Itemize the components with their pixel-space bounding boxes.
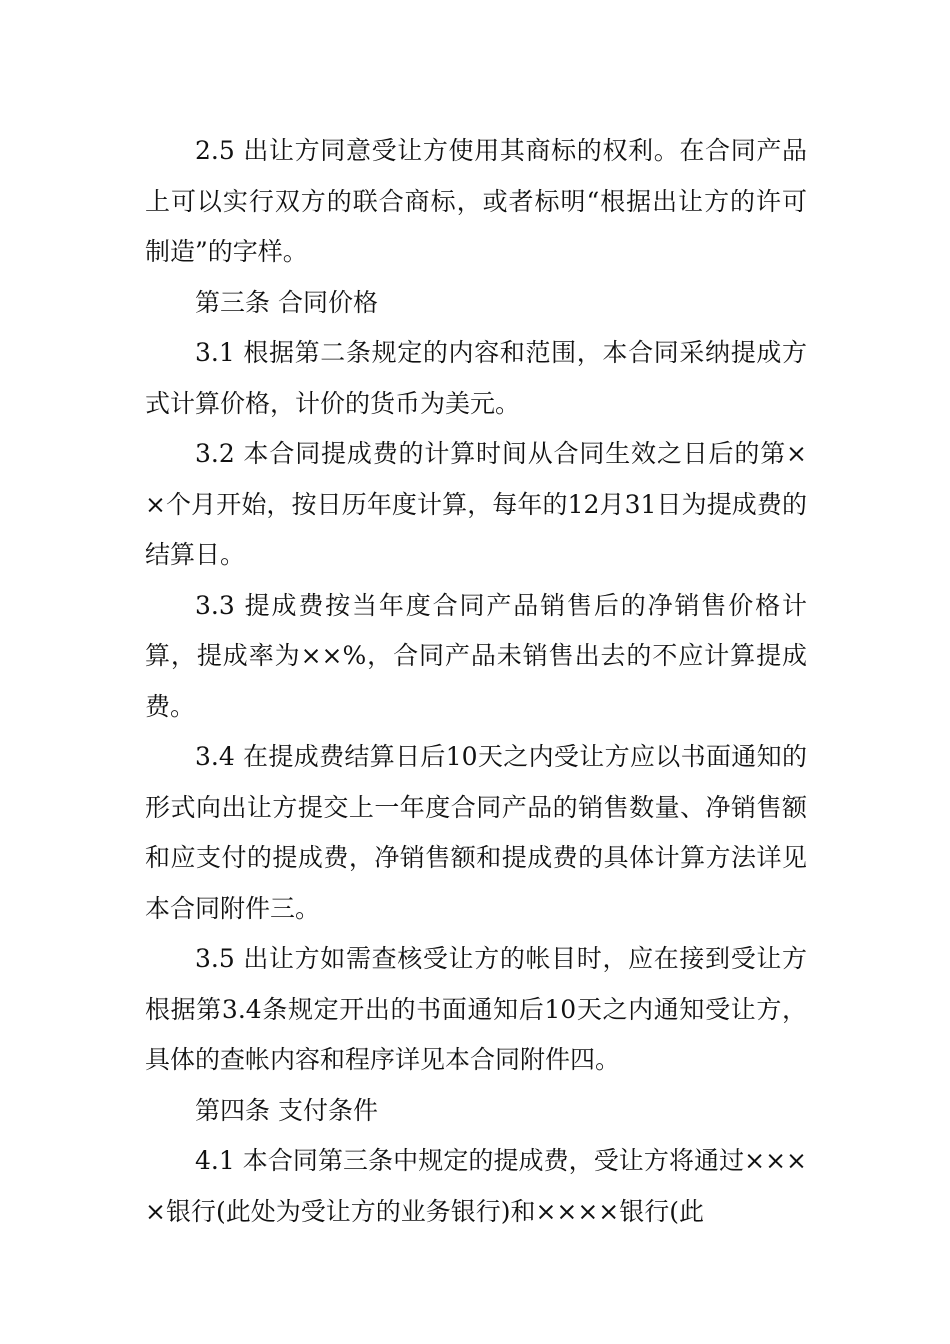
article-3-heading: 第三条 合同价格	[195, 287, 378, 317]
clause-4-1: 4.1 本合同第三条中规定的提成费，受让方将通过××××银行(此处为受让方的业务银行)和××××银行(此	[145, 1146, 807, 1226]
clause-3-4: 3.4 在提成费结算日后10天之内受让方应以书面通知的形式向出让方提交上一年度合同产品的销售数量、净销售额和应支付的提成费，净销售额和提成费的具体计算方法详见本合同附件三。	[145, 742, 807, 923]
clause-3-1: 3.1 根据第二条规定的内容和范围，本合同采纳提成方式计算价格，计价的货币为美元。	[145, 338, 807, 418]
clause-3-5: 3.5 出让方如需查核受让方的帐目时，应在接到受让方根据第3.4条规定开出的书面通知后10天之内通知受让方，具体的查帐内容和程序详见本合同附件四。	[145, 944, 807, 1074]
clause-3-3: 3.3 提成费按当年度合同产品销售后的净销售价格计算，提成率为××%，合同产品未销售出去的不应计算提成费。	[145, 590, 807, 721]
document-body	[145, 126, 807, 1237]
clause-3-2: 3.2 本合同提成费的计算时间从合同生效之日后的第××个月开始，按日历年度计算，每年的12月31日为提成费的结算日。	[145, 439, 807, 569]
article-4-heading: 第四条 支付条件	[195, 1095, 378, 1125]
clause-2-5: 2.5 出让方同意受让方使用其商标的权利。在合同产品上可以实行双方的联合商标，或者标明“根据出让方的许可制造”的字样。	[145, 136, 807, 266]
